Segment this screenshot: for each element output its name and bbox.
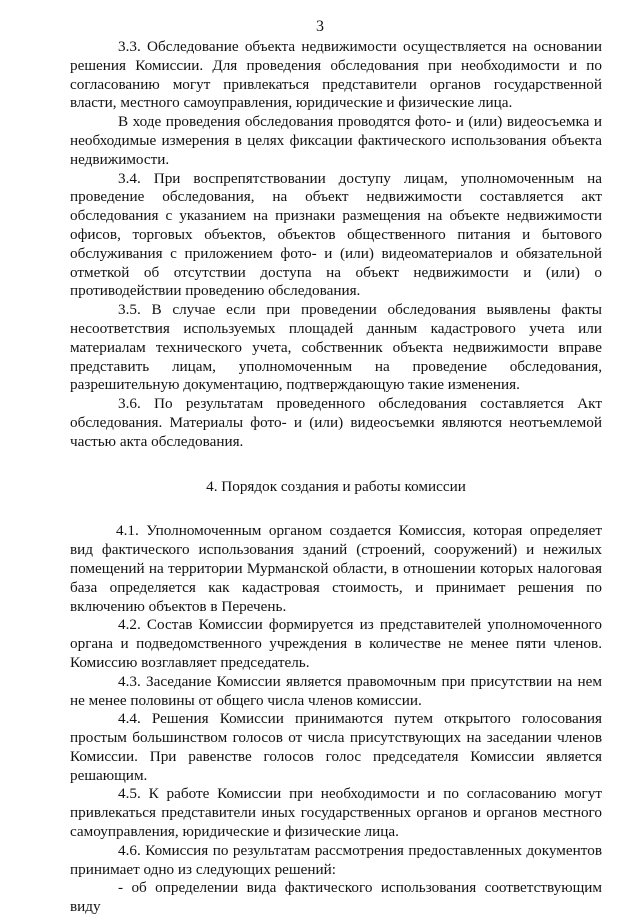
paragraph-4-5: 4.5. К работе Комиссии при необходимости и по согласованию могут привлекаться представители иных государственных органов и органов местного самоуправления, юридические и физические лица. [70,785,602,841]
paragraph-3-6: 3.6. По результатам проведенного обследования составляется Акт обследования. Материалы фото- и (или) видеосъемки являются неотъемлемой частью акта обследования. [70,395,602,450]
section-4-heading: 4. Порядок создания и работы комиссии [206,477,466,495]
paragraph-4-1: 4.1. Уполномоченным органом создается Комиссия, которая определяет вид фактического использования зданий (строений, сооружений) и нежилых помещений на территории Мурманской области, в отношении которых налоговая база определяется как кадастровая стоимость, и принимает решения по включению объектов в Перечень. [70,522,602,615]
document-body [70,38,602,917]
paragraph-4-6-item: - об определении вида фактического использования соответствующим виду [70,879,602,916]
paragraph-3-3-photo: В ходе проведения обследования проводятся фото- и (или) видеосъемка и необходимые измерения в целях фиксации фактического использования объекта недвижимости. [70,113,602,168]
paragraph-4-6: 4.6. Комиссия по результатам рассмотрения предоставленных документов принимает одно из следующих решений: [70,841,602,878]
paragraph-4-4: 4.4. Решения Комиссии принимаются путем открытого голосования простым большинством голосов от числа присутствующих на заседании членов Комиссии. При равенстве голосов голос председателя Комиссии является решающим. [70,710,602,784]
paragraph-3-4: 3.4. При воспрепятствовании доступу лицам, уполномоченным на проведение обследования, на объект недвижимости составляется акт обследования с указанием на признаки размещения на объекте недвижимости офисов, торговых объектов, объектов общественного питания и бытового обслуживания с приложением фото- и (или) видеоматериалов и обязательной отметкой об отсутствии доступа на объект недвижимости и (или) о противодействии проведению обследования. [70,169,602,300]
page-number: 3 [316,18,324,35]
paragraph-4-3: 4.3. Заседание Комиссии является правомочным при присутствии на нем не менее половины от общего числа членов комиссии. [70,672,602,709]
paragraph-4-2: 4.2. Состав Комиссии формируется из представителей уполномоченного органа и подведомственного учреждения в количестве не менее пяти членов. Комиссию возглавляет председатель. [70,616,602,671]
paragraph-3-5: 3.5. В случае если при проведении обследования выявлены факты несоответствия используемых площадей данным кадастрового учета или материалам технического учета, собственник объекта недвижимости вправе представить лицам, уполномоченным на проведение обследования, разрешительную документацию, подтверждающую такие изменения. [70,301,602,394]
paragraph-3-3: 3.3. Обследование объекта недвижимости осуществляется на основании решения Комиссии. Для проведения обследования при необходимости и по согласованию могут привлекаться представители органов государственной власти, местного самоуправления, юридические и физические лица. [70,38,602,112]
